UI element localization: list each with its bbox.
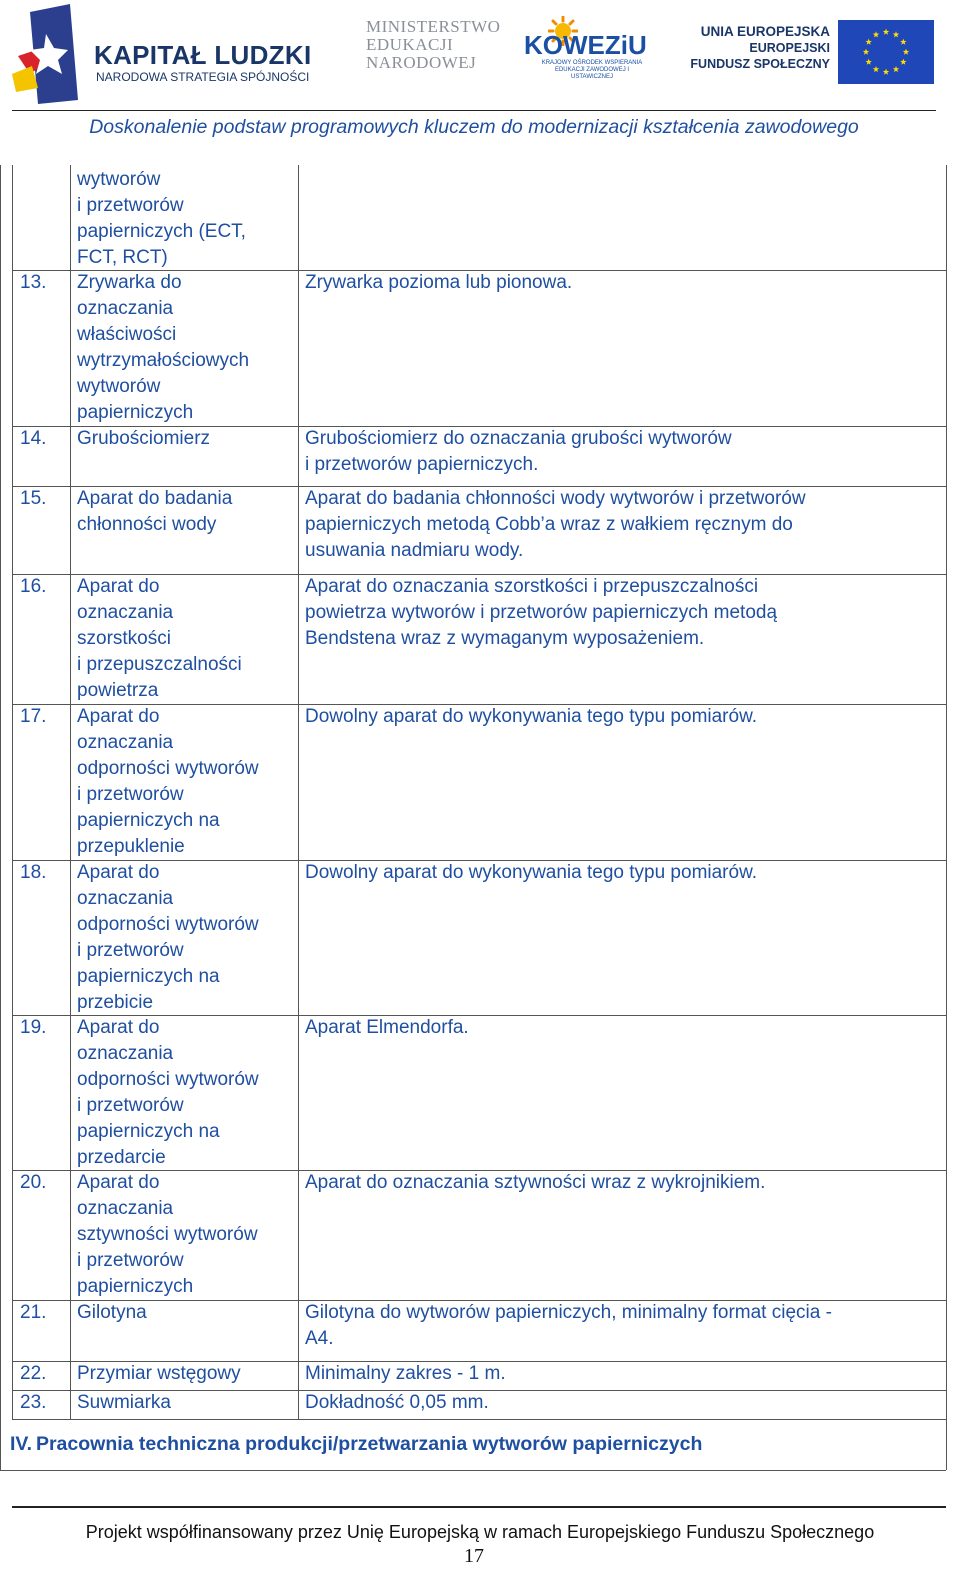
row-number: 15. (20, 488, 47, 509)
item-name-line: odporności wytworów (77, 914, 259, 935)
page-number: 17 (464, 1545, 484, 1567)
item-description-line: Grubościomierz do oznaczania grubości wytworów (305, 428, 732, 449)
item-name-line: FCT, RCT) (77, 247, 168, 268)
item-name-line: odporności wytworów (77, 1069, 259, 1090)
item-name-line: papierniczych na (77, 1121, 220, 1142)
item-name-line: i przetworów (77, 1250, 184, 1271)
header-divider (12, 110, 936, 111)
item-name-line: szorstkości (77, 628, 171, 649)
table-left-border (0, 165, 1, 1470)
item-name-line: Aparat do (77, 1172, 160, 1193)
item-description-line: Dokładność 0,05 mm. (305, 1392, 489, 1413)
column-divider (70, 165, 71, 1419)
item-name-line: powietrza (77, 680, 159, 701)
item-name-line: wytrzymałościowych (77, 350, 250, 371)
item-name-line: papierniczych (ECT, (77, 221, 246, 242)
item-description-line: papierniczych metodą Cobb’a wraz z wałkiem ręcznym do (305, 514, 793, 535)
item-name-line: sztywności wytworów (77, 1224, 258, 1245)
item-name-line: wytworów (77, 376, 161, 397)
item-name-line: Grubościomierz (77, 428, 211, 449)
item-name-line: Zrywarka do (77, 272, 182, 293)
item-name-line: oznaczania (77, 602, 174, 623)
row-divider (12, 1419, 946, 1420)
koweziu-logo (524, 14, 652, 84)
item-description-line: powietrza wytworów i przetworów papierniczych metodą (305, 602, 778, 623)
footer-divider (12, 1506, 946, 1508)
item-description-line: Aparat Elmendorfa. (305, 1017, 469, 1038)
item-description-line: Zrywarka pozioma lub pionowa. (305, 272, 573, 293)
row-number: 22. (20, 1363, 47, 1384)
table-right-border (946, 165, 947, 1470)
kapital-ludzki-logo (10, 4, 330, 104)
item-description-line: usuwania nadmiaru wody. (305, 540, 524, 561)
item-name-line: Aparat do (77, 1017, 160, 1038)
kapital-ludzki-subtitle: NARODOWA STRATEGIA SPÓJNOŚCI (96, 70, 310, 84)
item-name-line: oznaczania (77, 1043, 174, 1064)
item-name-line: Aparat do (77, 706, 160, 727)
ministerstwo-logo (366, 18, 516, 78)
item-name-line: i przetworów (77, 940, 184, 961)
item-name-line: oznaczania (77, 1198, 174, 1219)
item-name-line: papierniczych na (77, 810, 220, 831)
koweziu-subtitle: KRAJOWY OŚRODEK WSPIERANIA EDUKACJI ZAWODOWEJ I USTAWICZNEJ (541, 60, 643, 80)
item-name-line: papierniczych (77, 402, 194, 423)
item-name-line: oznaczania (77, 298, 174, 319)
row-number: 23. (20, 1392, 47, 1413)
ue-line: FUNDUSZ SPOŁECZNY (690, 57, 830, 71)
item-name-line: Aparat do (77, 862, 160, 883)
ministerstwo-line: MINISTERSTWO (366, 17, 501, 36)
section-heading: IV. Pracownia techniczna produkcji/przetwarzania wytworów papierniczych (10, 1433, 703, 1455)
table-bottom-border (0, 1470, 946, 1471)
row-number: 13. (20, 272, 47, 293)
table-left-border (12, 165, 13, 1419)
ue-text-block (690, 24, 830, 72)
item-description-line: Bendstena wraz z wymaganym wyposażeniem. (305, 628, 705, 649)
item-name-line: przebicie (77, 992, 154, 1013)
item-name-line: i przepuszczalności (77, 654, 242, 675)
item-name-line: papierniczych na (77, 966, 220, 987)
kapital-ludzki-title: KAPITAŁ LUDZKI (94, 40, 312, 70)
item-description-line: Gilotyna do wytworów papierniczych, minimalny format cięcia - (305, 1302, 832, 1323)
item-description-line: Dowolny aparat do wykonywania tego typu pomiarów. (305, 862, 758, 883)
eu-flag-icon (838, 20, 934, 84)
item-name-line: odporności wytworów (77, 758, 259, 779)
item-description-line: Aparat do badania chłonności wody wytworów i przetworów (305, 488, 806, 509)
row-number: 14. (20, 428, 47, 449)
item-name-line: i przetworów (77, 784, 184, 805)
kapital-ludzki-emblem-icon (10, 4, 82, 104)
item-name-line: Przymiar wstęgowy (77, 1363, 241, 1384)
item-name-line: papierniczych (77, 1276, 194, 1297)
header-logo-bar (0, 0, 960, 110)
item-description-line: Aparat do oznaczania sztywności wraz z wykrojnikiem. (305, 1172, 766, 1193)
item-description-line: Minimalny zakres - 1 m. (305, 1363, 506, 1384)
item-name-line: i przetworów (77, 195, 184, 216)
row-number: 19. (20, 1017, 47, 1038)
item-name-line: Gilotyna (77, 1302, 147, 1323)
row-number: 18. (20, 862, 47, 883)
item-name-line: przedarcie (77, 1147, 166, 1168)
item-description-line: Aparat do oznaczania szorstkości i przepuszczalności (305, 576, 759, 597)
item-name-line: i przetworów (77, 1095, 184, 1116)
ministerstwo-line: NARODOWEJ (366, 53, 477, 72)
item-name-line: wytworów (77, 169, 161, 190)
item-name-line: chłonności wody (77, 514, 217, 535)
row-number: 17. (20, 706, 47, 727)
koweziu-name: KOWEZiU (524, 30, 647, 60)
item-description-line: i przetworów papierniczych. (305, 454, 539, 475)
item-description-line: A4. (305, 1328, 334, 1349)
column-divider (298, 165, 299, 1419)
ue-line: UNIA EUROPEJSKA (700, 24, 830, 39)
item-name-line: oznaczania (77, 888, 174, 909)
item-name-line: oznaczania (77, 732, 174, 753)
footer-text: Projekt współfinansowany przez Unię Europejską w ramach Europejskiego Funduszu Społecznego (85, 1522, 875, 1542)
item-name-line: przepuklenie (77, 836, 185, 857)
item-name-line: Aparat do (77, 576, 160, 597)
row-number: 21. (20, 1302, 47, 1323)
document-subtitle: Doskonalenie podstaw programowych kluczem do modernizacji kształcenia zawodowego (89, 116, 859, 138)
ue-line: EUROPEJSKI (749, 41, 830, 55)
row-number: 16. (20, 576, 47, 597)
item-name-line: właściwości (77, 324, 177, 345)
item-name-line: Aparat do badania (77, 488, 233, 509)
item-description-line: Dowolny aparat do wykonywania tego typu pomiarów. (305, 706, 758, 727)
ministerstwo-line: EDUKACJI (366, 35, 454, 54)
row-number: 20. (20, 1172, 47, 1193)
item-name-line: Suwmiarka (77, 1392, 171, 1413)
